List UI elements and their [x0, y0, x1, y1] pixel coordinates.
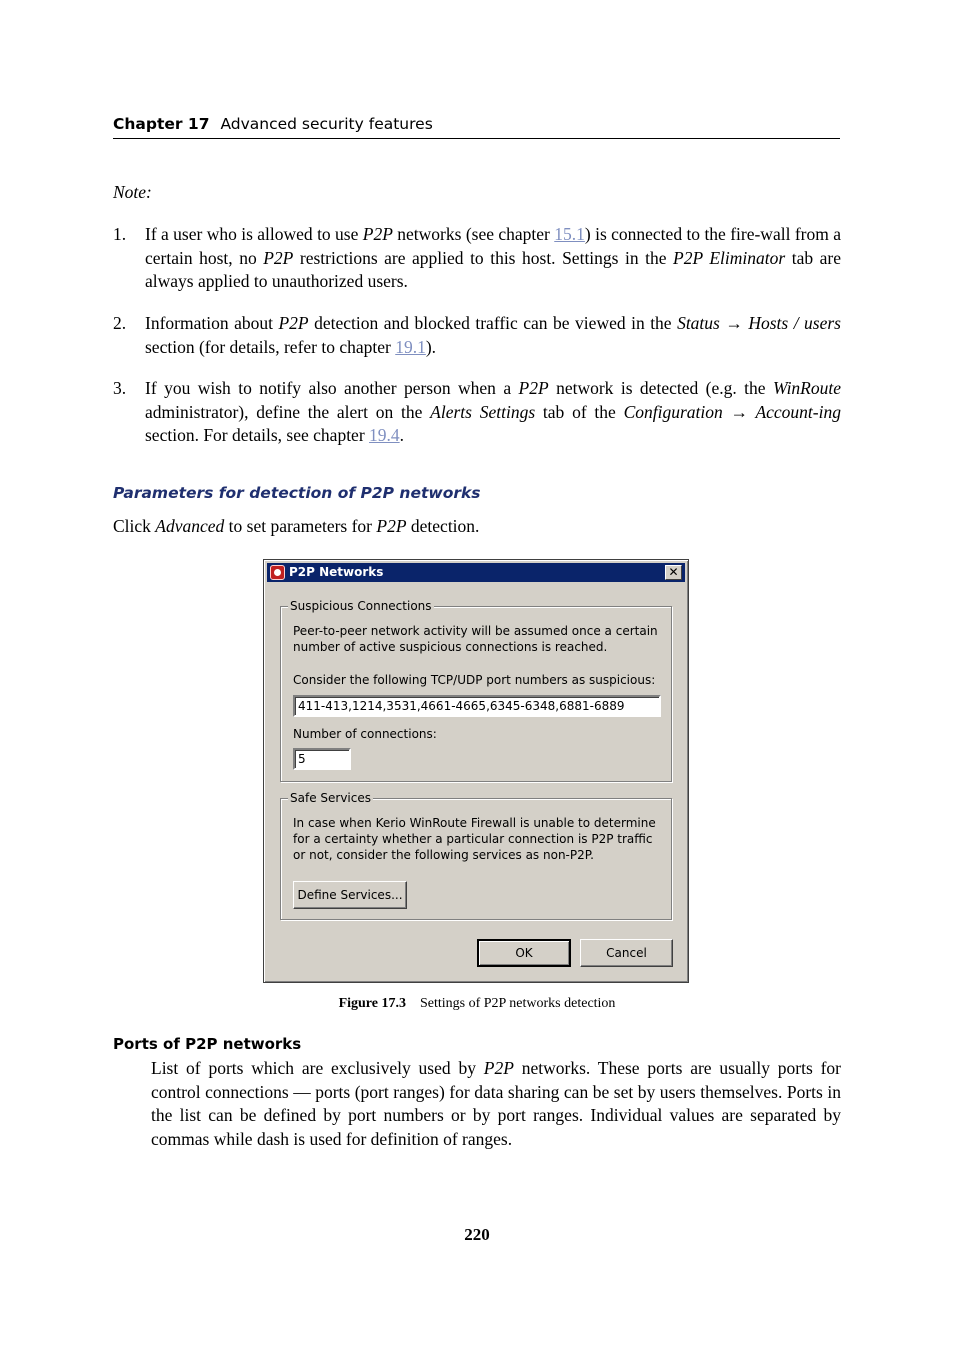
ports-input[interactable]	[293, 695, 661, 717]
figure-caption	[0, 996, 954, 1012]
text-run: networks (see chapter	[392, 224, 555, 244]
p2p-networks-dialog	[263, 559, 689, 983]
chapter-number: Chapter 17	[113, 115, 210, 133]
list-item	[113, 223, 841, 293]
list-item	[113, 312, 841, 359]
figure-label: Figure 17.3	[338, 996, 406, 1011]
dialog-title: P2P Networks	[289, 565, 384, 579]
text-run: administrator), define the alert on the	[145, 401, 431, 422]
text-run: Alerts Settings	[430, 401, 536, 422]
safe-services-group	[280, 791, 672, 920]
chapter-link[interactable]: 15.1	[554, 224, 585, 244]
define-services-button[interactable]: Define Services...	[293, 881, 407, 909]
definition-body	[151, 1057, 841, 1151]
connections-input[interactable]	[293, 748, 351, 770]
text-run: detection and blocked traffic can be viewed in the	[308, 313, 678, 333]
list-text	[145, 223, 841, 294]
text-run: If you wish to notify also another person when a	[145, 378, 519, 398]
app-icon	[270, 565, 285, 580]
list-number: 1.	[113, 224, 127, 244]
safe-description: In case when Kerio WinRoute Firewall is unable to determine for a certainty whether a particular connection is P2P traffic or not, consider the following services as non-P2P.	[293, 816, 656, 862]
list-text	[145, 377, 841, 448]
text-run: tab of the	[535, 401, 624, 422]
figure-text: Settings of P2P networks detection	[419, 996, 616, 1011]
suspicious-description: Peer-to-peer network activity will be assumed once a certain number of active suspicious connections is reached.	[293, 624, 658, 654]
text-run: Information about	[145, 313, 279, 333]
list-text	[145, 312, 841, 359]
subsection-title: Parameters for detection of P2P networks	[113, 484, 481, 502]
text-run: restrictions are applied to this host. Settings in the	[293, 247, 674, 268]
text-run: ) is connected to the fire-wall from a certain host, no	[145, 224, 841, 268]
group-legend: Safe Services	[290, 791, 371, 805]
text-run: network is detected (e.g. the	[548, 378, 773, 398]
ports-label: Consider the following TCP/UDP port numbers as suspicious:	[293, 673, 656, 687]
chapter-link[interactable]: 19.1	[395, 336, 426, 357]
text-run: If a user who is allowed to use	[145, 224, 363, 244]
text-run: ).	[425, 336, 437, 357]
text-run: Status → Hosts / users	[677, 313, 841, 333]
connections-label: Number of connections:	[293, 727, 437, 741]
text-run: WinRoute	[772, 378, 841, 398]
text-run: List of ports which are exclusively used by	[151, 1058, 484, 1078]
text-run: P2P	[362, 224, 393, 244]
list-item	[113, 377, 841, 447]
intro-paragraph: Click Advanced to set parameters for P2P detection.	[113, 516, 480, 536]
text-run: networks. These ports are usually ports for control connections — ports (port ranges) for data sharing can be set by users themselves. Ports in the list can be defined by port numbers or by port ranges. Individual values are separated by commas while dash is used for definition of ranges.	[151, 1058, 841, 1149]
text-run: section. For details, see chapter	[145, 425, 370, 445]
page-number: 220	[464, 1225, 490, 1244]
text-run: Configuration → Account-ing	[623, 401, 841, 422]
close-icon[interactable]: ✕	[665, 565, 682, 580]
text-run: P2P	[278, 313, 309, 333]
chapter-link[interactable]: 19.4	[369, 425, 400, 445]
suspicious-connections-group	[280, 599, 672, 782]
text-run: section (for details, refer to chapter	[145, 336, 396, 357]
group-legend: Suspicious Connections	[290, 599, 432, 613]
list-number: 3.	[113, 378, 127, 398]
list-number: 2.	[113, 313, 127, 333]
cancel-button[interactable]: Cancel	[580, 939, 673, 967]
text-run: P2P	[263, 247, 294, 268]
text-run: P2P Eliminator	[673, 247, 786, 268]
note-label: Note:	[113, 182, 152, 202]
text-run: P2P	[518, 378, 549, 398]
chapter-title: Advanced security features	[220, 115, 433, 133]
definition-term: Ports of P2P networks	[113, 1035, 302, 1053]
running-header	[113, 114, 840, 139]
text-run: P2P	[483, 1058, 514, 1078]
text-run: tab are always applied to unauthorized users.	[145, 247, 841, 291]
dialog-title-bar[interactable]	[267, 563, 685, 582]
ok-button[interactable]: OK	[477, 939, 571, 967]
text-run: .	[399, 425, 405, 445]
